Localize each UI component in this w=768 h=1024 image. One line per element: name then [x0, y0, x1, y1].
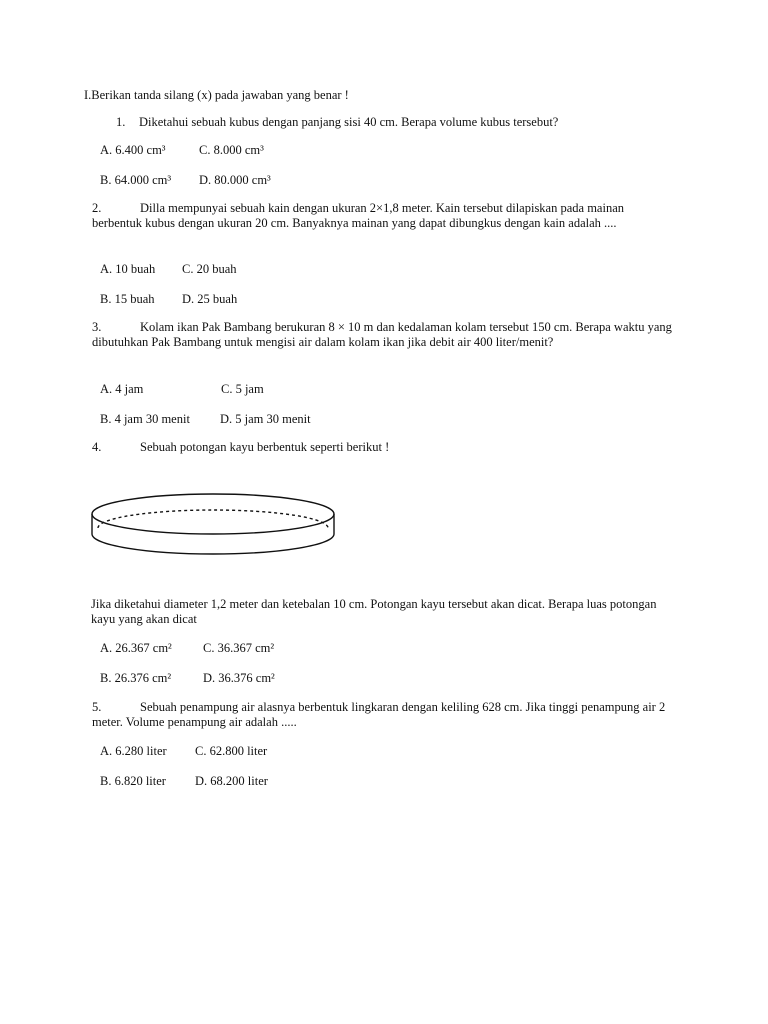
question-5-option-c[interactable]: C. 62.800 liter: [195, 744, 268, 758]
wooden-disc-figure: [88, 486, 338, 556]
instruction-heading: I.Berikan tanda silang (x) pada jawaban yang benar !: [84, 88, 349, 102]
question-1-option-a[interactable]: A. 6.400 cm³: [100, 143, 166, 157]
question-5-option-a[interactable]: A. 6.280 liter: [100, 744, 167, 758]
question-2-text: Dilla mempunyai sebuah kain dengan ukuran 2×1,8 meter. Kain tersebut dilapiskan pada mainan berbentuk kubus dengan ukuran 20 cm. Banyaknya mainan yang dapat dibungkus dengan kain adalah ....: [92, 201, 624, 230]
question-3-option-b[interactable]: B. 4 jam 30 menit: [100, 412, 190, 426]
question-2: [92, 201, 672, 231]
question-3-text: Kolam ikan Pak Bambang berukuran 8 × 10 m dan kedalaman kolam tersebut 150 cm. Berapa waktu yang dibutuhkan Pak Bambang untuk mengisi air dalam kolam ikan jika debit air 400 liter/menit?: [92, 320, 672, 349]
question-3: [92, 320, 672, 350]
question-2-option-d[interactable]: D. 25 buah: [182, 292, 238, 306]
question-4-followup: Jika diketahui diameter 1,2 meter dan ketebalan 10 cm. Potongan kayu tersebut akan dicat. Berapa luas potongan kayu yang akan dicat: [91, 597, 657, 626]
question-4-option-b[interactable]: B. 26.376 cm²: [100, 671, 172, 685]
question-5-number: 5.: [92, 700, 102, 714]
disc-hidden-edge: [98, 510, 328, 528]
disc-bottom-edge: [92, 534, 334, 554]
question-2-option-c[interactable]: C. 20 buah: [182, 262, 237, 276]
question-5: [92, 700, 672, 730]
question-4-number: 4.: [92, 440, 102, 454]
question-1-option-d[interactable]: D. 80.000 cm³: [199, 173, 271, 187]
disc-top-back-edge: [92, 494, 334, 514]
question-5-option-b[interactable]: B. 6.820 liter: [100, 774, 166, 788]
question-1-number: 1.: [116, 115, 126, 129]
question-3-number: 3.: [92, 320, 102, 334]
question-3-option-d[interactable]: D. 5 jam 30 menit: [220, 412, 311, 426]
question-2-number: 2.: [92, 201, 102, 215]
disc-top-front-edge: [92, 514, 334, 534]
question-5-text: Sebuah penampung air alasnya berbentuk lingkaran dengan keliling 628 cm. Jika tinggi penampung air 2 meter. Volume penampung air adalah .....: [92, 700, 666, 729]
question-3-option-a[interactable]: A. 4 jam: [100, 382, 144, 396]
question-4-option-a[interactable]: A. 26.367 cm²: [100, 641, 172, 655]
question-1-option-c[interactable]: C. 8.000 cm³: [199, 143, 264, 157]
question-5-option-d[interactable]: D. 68.200 liter: [195, 774, 268, 788]
question-1-option-b[interactable]: B. 64.000 cm³: [100, 173, 172, 187]
question-3-option-c[interactable]: C. 5 jam: [221, 382, 264, 396]
question-2-option-a[interactable]: A. 10 buah: [100, 262, 156, 276]
question-4: [92, 440, 672, 455]
question-2-option-b[interactable]: B. 15 buah: [100, 292, 155, 306]
question-4-option-c[interactable]: C. 36.367 cm²: [203, 641, 275, 655]
question-1-text: Diketahui sebuah kubus dengan panjang sisi 40 cm. Berapa volume kubus tersebut?: [139, 115, 559, 129]
question-4-option-d[interactable]: D. 36.376 cm²: [203, 671, 275, 685]
question-4-text: Sebuah potongan kayu berbentuk seperti berikut !: [140, 440, 390, 454]
